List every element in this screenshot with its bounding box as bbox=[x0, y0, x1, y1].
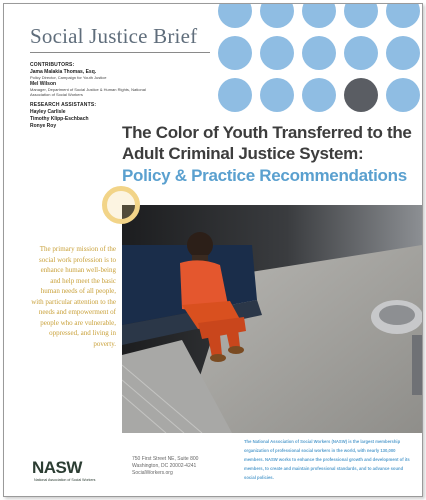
decorative-dot bbox=[386, 78, 420, 112]
address-line: 750 First Street NE, Suite 800 bbox=[132, 456, 199, 462]
address-block bbox=[132, 456, 238, 478]
address-line: Washington, DC 20002-4241 bbox=[132, 463, 197, 470]
contributor-role: Manager, Department of Social Justice & Human Rights, National Association of Social Workers bbox=[30, 87, 146, 97]
contributor-name: Mel Wilson bbox=[30, 81, 57, 87]
research-assistants-heading: RESEARCH ASSISTANTS: bbox=[30, 102, 97, 108]
decorative-dot bbox=[344, 78, 378, 112]
assistant-name: Timothy Klipp-Eschbach bbox=[30, 116, 89, 122]
decorative-dot bbox=[302, 78, 336, 112]
nasw-logo-mark: NASW bbox=[32, 458, 82, 477]
assistant-name: Hayley Carlisle bbox=[30, 109, 66, 115]
main-title: The Color of Youth Transferred to the Adult Criminal Justice System: bbox=[122, 123, 412, 163]
decorative-dot bbox=[302, 36, 336, 70]
brief-cover bbox=[3, 3, 423, 497]
nasw-logo-subtitle: National Association of Social Workers bbox=[34, 478, 96, 482]
contributors-heading: CONTRIBUTORS: bbox=[30, 62, 75, 68]
decorative-dot bbox=[218, 78, 252, 112]
nasw-logo bbox=[32, 456, 112, 486]
decorative-dot bbox=[302, 3, 336, 28]
cover-photo bbox=[122, 205, 422, 433]
assistant-name: Ronye Roy bbox=[30, 123, 57, 129]
contributor-role: Policy Director, Campaign for Youth Justice bbox=[30, 75, 107, 80]
website-link[interactable]: SocialWorkers.org bbox=[132, 470, 173, 477]
decorative-dot bbox=[218, 36, 252, 70]
contributors-section bbox=[30, 62, 148, 97]
nasw-about-text: The National Association of Social Workers (NASW) is the largest membership organization of professional social workers in the world, with nearly 130,000 members. NASW works to enhance the professional growth and development of its members, to create and maintain professional standards, and to advance sound social policies. bbox=[244, 439, 410, 480]
decorative-ring bbox=[102, 186, 140, 224]
decorative-dot-grid bbox=[210, 6, 422, 116]
decorative-dot bbox=[386, 36, 420, 70]
decorative-dot bbox=[260, 36, 294, 70]
mission-quote: The primary mission of the social work profession is to enhance human well-being and help meet the basic human needs of all people, with particular attention to the needs and empowerment of people who are vulnerable, oppressed, and living in poverty. bbox=[31, 245, 116, 348]
decorative-dot bbox=[386, 3, 420, 28]
decorative-dot bbox=[344, 3, 378, 28]
credits-block bbox=[30, 58, 148, 129]
decorative-dot bbox=[260, 78, 294, 112]
decorative-dot bbox=[344, 36, 378, 70]
decorative-dot bbox=[218, 3, 252, 28]
brief-series-title: Social Justice Brief bbox=[30, 24, 198, 48]
decorative-dot bbox=[260, 3, 294, 28]
cell-photo-illustration bbox=[122, 205, 422, 433]
title-divider bbox=[30, 52, 210, 53]
subtitle: Policy & Practice Recommendations bbox=[122, 166, 407, 185]
contributor-name: Jama Malakia Thomas, Esq. bbox=[30, 69, 97, 75]
